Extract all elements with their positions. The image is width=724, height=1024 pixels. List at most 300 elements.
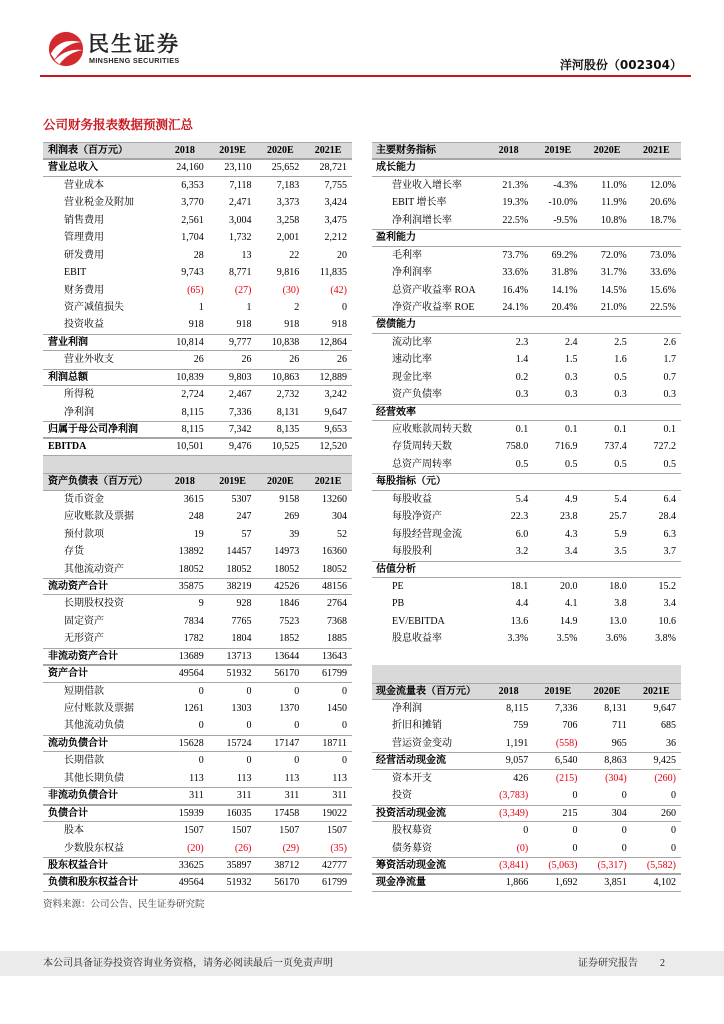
row-label: 速动比率 [392, 354, 432, 366]
income-row [43, 212, 352, 229]
value-2021e: 19022 [322, 807, 347, 819]
value-2020e: 9,816 [276, 267, 300, 279]
value-2020e: 0 [621, 790, 627, 802]
value-2021e: 11,835 [319, 267, 347, 279]
value-2019e: 23,110 [224, 162, 252, 174]
value-2018: 18.1 [510, 580, 529, 592]
income-row [43, 229, 352, 246]
balance-row [43, 822, 352, 839]
row-label: 投资收益 [64, 319, 104, 331]
balance-row [43, 665, 352, 682]
indicator-group-title [372, 404, 681, 421]
column-header-2020e: 2020E [267, 476, 294, 488]
value-2018: 10,501 [176, 441, 204, 453]
logo-disc [49, 32, 83, 66]
value-2018: 49564 [178, 668, 204, 680]
value-2021e: 20 [337, 249, 347, 261]
value-2018: 7834 [183, 615, 204, 627]
row-label: 每股指标（元） [376, 476, 446, 488]
value-2018: 1.4 [515, 354, 529, 366]
value-2020e: (29) [282, 842, 300, 854]
value-2021e: 3.8% [655, 633, 676, 645]
footer-report-type: 证券研究报告 [578, 958, 638, 969]
balance-row [43, 735, 352, 752]
value-2021e: 7,755 [324, 179, 347, 191]
value-2018: 9,057 [505, 755, 529, 767]
row-label: EBIT [64, 267, 87, 279]
value-2019e: (27) [234, 284, 252, 296]
value-2018: 13892 [178, 546, 204, 558]
value-2021e: 3,475 [324, 214, 347, 226]
value-2020e [583, 229, 632, 246]
value-2020e: 72.0% [600, 249, 627, 261]
row-label: 营运资金变动 [392, 737, 452, 749]
value-2019e: 9,803 [229, 371, 252, 383]
income-row [43, 177, 352, 194]
value-2019e: -9.5% [553, 214, 578, 226]
footer-disclaimer: 本公司具备证券投资咨询业务资格，请务必阅读最后一页免责声明 [43, 958, 333, 969]
value-2021e: 48156 [322, 580, 347, 592]
table-heading: 主要财务指标 [376, 145, 436, 156]
row-label: 投资 [392, 790, 412, 802]
value-2021e: 0.7 [663, 371, 676, 383]
value-2018: 10,814 [176, 336, 204, 348]
value-2019e: 2,467 [229, 389, 252, 401]
value-2020e [583, 473, 632, 490]
value-2018 [484, 473, 533, 490]
value-2018: 0 [523, 825, 529, 837]
balance-row [43, 578, 352, 595]
indicator-row [372, 212, 681, 229]
value-2019e: 51932 [226, 877, 252, 889]
value-2019e: 13 [241, 249, 252, 261]
indicator-row [372, 543, 681, 560]
row-label: 每股净资产 [392, 511, 442, 523]
income-row [43, 334, 352, 351]
value-2021e: 0 [671, 790, 676, 802]
value-2021e: 113 [332, 772, 347, 784]
row-label: 财务费用 [64, 284, 104, 296]
row-label: 债务募资 [392, 842, 432, 854]
value-2018: 3615 [183, 493, 204, 505]
value-2019e: 5307 [231, 493, 252, 505]
column-header-2021e: 2021E [643, 145, 670, 156]
value-2018 [484, 561, 533, 578]
value-2018: 0.2 [515, 371, 529, 383]
balance-row [43, 683, 352, 700]
cashflow-row [372, 822, 681, 839]
value-2020e: (5,317) [597, 859, 627, 871]
value-2021e: (260) [654, 772, 676, 784]
value-2021e [632, 316, 681, 333]
balance-row [43, 491, 352, 508]
value-2021e: 1.7 [663, 354, 676, 366]
income-row [43, 421, 352, 438]
value-2019e: 4.1 [565, 598, 578, 610]
value-2018: 1507 [183, 825, 204, 837]
value-2019e: 51932 [226, 668, 252, 680]
row-label: 短期借款 [64, 685, 104, 697]
row-label: 折旧和摊销 [392, 720, 442, 732]
value-2021e: 9,647 [653, 703, 676, 714]
value-2020e: 965 [611, 737, 627, 749]
value-2021e: 13643 [322, 650, 347, 662]
value-2019e: 8,771 [229, 267, 252, 279]
value-2018: (20) [187, 842, 204, 854]
value-2019e: 20.4% [551, 301, 578, 313]
value-2021e: 73.0% [650, 249, 676, 261]
value-2019e: -4.3% [553, 179, 578, 191]
value-2021e: 12.0% [650, 179, 676, 191]
value-2018: 24,160 [176, 162, 204, 174]
row-label: 所得税 [64, 389, 94, 401]
value-2018: 21.3% [502, 179, 529, 191]
row-label: 少数股东权益 [64, 842, 124, 854]
row-label: 货币资金 [64, 493, 104, 505]
section-title: 公司财务报表数据预测汇总 [43, 117, 194, 132]
value-2019e: 716.9 [555, 441, 578, 453]
row-label: 资本开支 [392, 772, 432, 784]
value-2019e: 7,118 [229, 179, 252, 191]
row-label: 资产减值损失 [64, 301, 124, 313]
value-2018: 10,839 [176, 371, 204, 383]
value-2020e: 18.0 [609, 580, 627, 592]
row-label: EV/EBITDA [392, 615, 445, 627]
value-2020e: 3.8 [614, 598, 627, 610]
value-2019e [533, 404, 582, 421]
row-label: 研发费用 [64, 249, 104, 261]
value-2021e: 9,653 [324, 424, 347, 435]
value-2019e: 0 [246, 755, 252, 767]
value-2018: 1,866 [505, 877, 529, 889]
value-2019e: 4.9 [565, 493, 578, 505]
value-2020e: 0.5 [614, 371, 627, 383]
value-2018: 26 [193, 354, 204, 366]
right-column [372, 142, 681, 892]
indicator-row [372, 595, 681, 612]
row-label: 应付账款及票据 [64, 703, 134, 714]
value-2020e: 9158 [279, 493, 300, 505]
row-label: 无形资产 [64, 633, 104, 645]
minsheng-logo-icon [47, 30, 85, 68]
value-2019e: 0.3 [565, 371, 578, 383]
row-label: 预付款项 [64, 528, 104, 540]
value-2021e: 0 [342, 685, 347, 697]
value-2020e: 3,373 [276, 197, 300, 209]
value-2021e: 0 [342, 755, 347, 767]
value-2018: 8,115 [506, 703, 529, 714]
table-header-row [43, 473, 352, 490]
value-2020e: 13644 [274, 650, 300, 662]
income-row [43, 351, 352, 368]
table-heading: 资产负债表（百万元） [48, 476, 148, 488]
indicator-group-title [372, 561, 681, 578]
value-2018 [484, 316, 533, 333]
value-2018: 73.7% [502, 249, 529, 261]
value-2018: 18052 [178, 563, 204, 575]
income-row [43, 369, 352, 386]
row-label: 其他长期负债 [64, 772, 124, 784]
row-label: 销售费用 [64, 214, 104, 226]
value-2021e: 13260 [322, 493, 347, 505]
value-2018: 1261 [183, 703, 204, 714]
value-2021e: 28.4 [658, 511, 676, 523]
value-2018: 2,724 [181, 389, 204, 401]
value-2021e [632, 159, 681, 176]
value-2019e: (26) [234, 842, 252, 854]
indicator-row [372, 578, 681, 595]
row-label: 负债合计 [48, 807, 88, 819]
value-2018: 19 [193, 528, 204, 540]
indicator-row [372, 282, 681, 299]
value-2020e: 38712 [274, 859, 300, 871]
balance-row [43, 840, 352, 857]
value-2020e: 11.0% [601, 179, 627, 191]
value-2018: 0 [198, 720, 204, 732]
value-2018: 1 [198, 301, 204, 313]
left-column [43, 142, 352, 892]
value-2019e: 1 [246, 301, 252, 313]
value-2020e: 113 [284, 772, 300, 784]
balance-sheet-table [43, 473, 352, 892]
indicator-row [372, 630, 681, 647]
value-2020e: 17147 [274, 737, 300, 749]
balance-row [43, 874, 352, 891]
table-header-row [372, 142, 681, 159]
value-2019e: 6,540 [555, 755, 578, 767]
value-2019e: 0.3 [565, 389, 578, 401]
value-2020e: 3,258 [276, 214, 300, 226]
value-2018: 15628 [178, 737, 204, 749]
value-2018: 15939 [178, 807, 204, 819]
value-2020e: 7,183 [276, 179, 300, 191]
indicator-row [372, 438, 681, 455]
value-2018: (3,783) [499, 790, 529, 802]
value-2019e: 3,004 [229, 214, 252, 226]
value-2021e: 16360 [322, 546, 347, 558]
value-2019e: 18052 [226, 563, 252, 575]
table-spacer [372, 648, 681, 665]
indicator-row [372, 386, 681, 403]
value-2021e: 0 [671, 825, 676, 837]
value-2019e: 0.5 [565, 458, 578, 470]
row-label: 营业税金及附加 [64, 197, 134, 209]
value-2020e: 11.9% [601, 197, 627, 209]
value-2019e: 13713 [226, 650, 252, 662]
row-label: 每股收益 [392, 493, 432, 505]
page-number: 2 [660, 958, 665, 969]
row-label: 成长能力 [376, 162, 416, 174]
value-2019e: 1303 [231, 703, 252, 714]
row-label: 营业外收支 [64, 354, 114, 366]
value-2018: 0.1 [515, 424, 529, 435]
value-2019e: 35897 [226, 859, 252, 871]
row-label: 净利润 [392, 703, 422, 714]
balance-row [43, 543, 352, 560]
value-2018: 1,704 [181, 232, 204, 244]
value-2018: 6,353 [181, 179, 204, 191]
indicator-row [372, 421, 681, 438]
value-2019e: 1507 [231, 825, 252, 837]
value-2020e: 10.8% [600, 214, 627, 226]
row-label: 股息收益率 [392, 633, 442, 645]
income-statement-table [43, 142, 352, 456]
value-2019e: 1,692 [555, 877, 578, 889]
indicator-row [372, 247, 681, 264]
value-2021e: 4,102 [653, 877, 676, 889]
header-divider [40, 75, 691, 77]
value-2019e: 20.0 [560, 580, 578, 592]
row-label: 经营效率 [376, 406, 416, 418]
value-2020e: 0 [294, 755, 300, 767]
table-heading: 现金流量表（百万元） [376, 685, 476, 697]
row-label: 总资产收益率 ROA [392, 284, 476, 296]
value-2021e: 1450 [327, 703, 347, 714]
value-2021e: 2,212 [324, 232, 347, 244]
value-2018: 5.4 [515, 493, 529, 505]
value-2020e: 14973 [274, 546, 300, 558]
value-2020e: 2,732 [276, 389, 300, 401]
value-2018: 8,115 [181, 406, 204, 418]
value-2019e: 14.1% [551, 284, 578, 296]
value-2018: 918 [188, 319, 204, 331]
cashflow-row [372, 787, 681, 804]
row-label: 管理费用 [64, 232, 104, 244]
value-2019e: 14457 [226, 546, 252, 558]
column-header-2018: 2018 [498, 685, 519, 697]
value-2021e: (35) [330, 842, 347, 854]
value-2018: 22.3 [510, 511, 529, 523]
value-2020e: 13.0 [609, 615, 627, 627]
value-2018: 0 [198, 685, 204, 697]
value-2021e: 311 [332, 790, 347, 802]
row-label: 营业收入增长率 [392, 179, 462, 191]
row-label: 股权募资 [392, 825, 432, 837]
indicator-row [372, 299, 681, 316]
value-2020e: 737.4 [604, 441, 627, 453]
value-2020e: 2.5 [614, 336, 627, 348]
column-header-2019e: 2019E [544, 145, 572, 156]
indicator-row [372, 613, 681, 630]
value-2020e: 56170 [274, 877, 300, 889]
value-2021e: 42777 [322, 859, 347, 871]
column-header-2020e: 2020E [267, 145, 294, 156]
value-2019e: 1.5 [565, 354, 578, 366]
indicator-group-title [372, 316, 681, 333]
row-label: 净资产收益率 ROE [392, 301, 475, 313]
value-2021e: 12,889 [319, 371, 347, 383]
cashflow-row [372, 840, 681, 857]
indicator-row [372, 508, 681, 525]
column-header-2021e: 2021E [314, 476, 342, 488]
value-2021e: 1507 [327, 825, 347, 837]
value-2018: 113 [189, 772, 204, 784]
value-2019e [533, 316, 582, 333]
cashflow-row [372, 700, 681, 717]
value-2020e: 0.1 [614, 424, 627, 435]
value-2019e: 26 [241, 354, 252, 366]
value-2020e: 14.5% [600, 284, 627, 296]
value-2019e: 16035 [226, 807, 252, 819]
value-2021e: 18.7% [650, 214, 676, 226]
value-2019e: 15724 [226, 737, 252, 749]
value-2020e: 918 [284, 319, 300, 331]
value-2020e: 8,131 [276, 406, 300, 418]
row-label: 存货 [64, 546, 84, 558]
value-2021e: 28,721 [319, 162, 347, 174]
value-2019e: 69.2% [551, 249, 578, 261]
column-header-2020e: 2020E [593, 685, 621, 697]
balance-row [43, 787, 352, 804]
value-2020e: 0 [621, 842, 627, 854]
value-2021e: 0 [342, 720, 347, 732]
value-2021e: 18711 [322, 737, 347, 749]
value-2020e: 56170 [274, 668, 300, 680]
value-2021e: 685 [661, 720, 676, 732]
income-row [43, 316, 352, 333]
value-2020e: 3.6% [605, 633, 627, 645]
value-2020e: 1.6 [614, 354, 627, 366]
value-2019e: 215 [562, 807, 578, 819]
row-label: 估值分析 [376, 563, 416, 575]
value-2018: 8,115 [181, 424, 204, 435]
value-2018: 2,561 [181, 214, 204, 226]
value-2021e: 33.6% [650, 267, 676, 279]
value-2020e: 10,525 [271, 441, 300, 453]
balance-row [43, 526, 352, 543]
value-2020e: 311 [284, 790, 300, 802]
value-2018: 0.3 [515, 389, 529, 401]
value-2021e: 10.6 [658, 615, 676, 627]
table-header-row [372, 683, 681, 700]
row-label: 归属于母公司净利润 [48, 424, 138, 435]
value-2019e: 706 [562, 720, 578, 732]
value-2019e: 0 [572, 825, 578, 837]
value-2020e: 1507 [279, 825, 300, 837]
value-2018: 3.3% [507, 633, 529, 645]
income-row [43, 282, 352, 299]
value-2021e: 0.3 [663, 389, 676, 401]
row-label: 净利润率 [392, 267, 432, 279]
row-label: 投资活动现金流 [376, 807, 446, 819]
value-2018: 2.3 [515, 336, 529, 348]
row-label: 流动比率 [392, 336, 432, 348]
value-2018: 758.0 [505, 441, 529, 453]
value-2021e: 26 [337, 354, 347, 366]
row-label: PB [392, 598, 405, 610]
income-row [43, 404, 352, 421]
table-heading: 利润表（百万元） [48, 145, 128, 156]
value-2019e: 1,732 [229, 232, 252, 244]
value-2020e: 0 [294, 720, 300, 732]
value-2019e: 1804 [231, 633, 252, 645]
value-2019e: 2.4 [565, 336, 578, 348]
column-header-2021e: 2021E [643, 685, 670, 697]
value-2018: 1,191 [505, 737, 529, 749]
indicator-row [372, 177, 681, 194]
value-2020e [583, 404, 632, 421]
value-2020e: 1846 [279, 598, 300, 610]
value-2020e: 25,652 [271, 162, 300, 174]
value-2021e: 9,647 [324, 406, 347, 418]
value-2019e: 7765 [231, 615, 252, 627]
value-2021e [632, 404, 681, 421]
column-header-2021e: 2021E [314, 145, 342, 156]
row-label: PE [392, 580, 404, 592]
row-label: 营业成本 [64, 179, 104, 191]
row-label: 长期股权投资 [64, 598, 124, 610]
balance-row [43, 595, 352, 612]
